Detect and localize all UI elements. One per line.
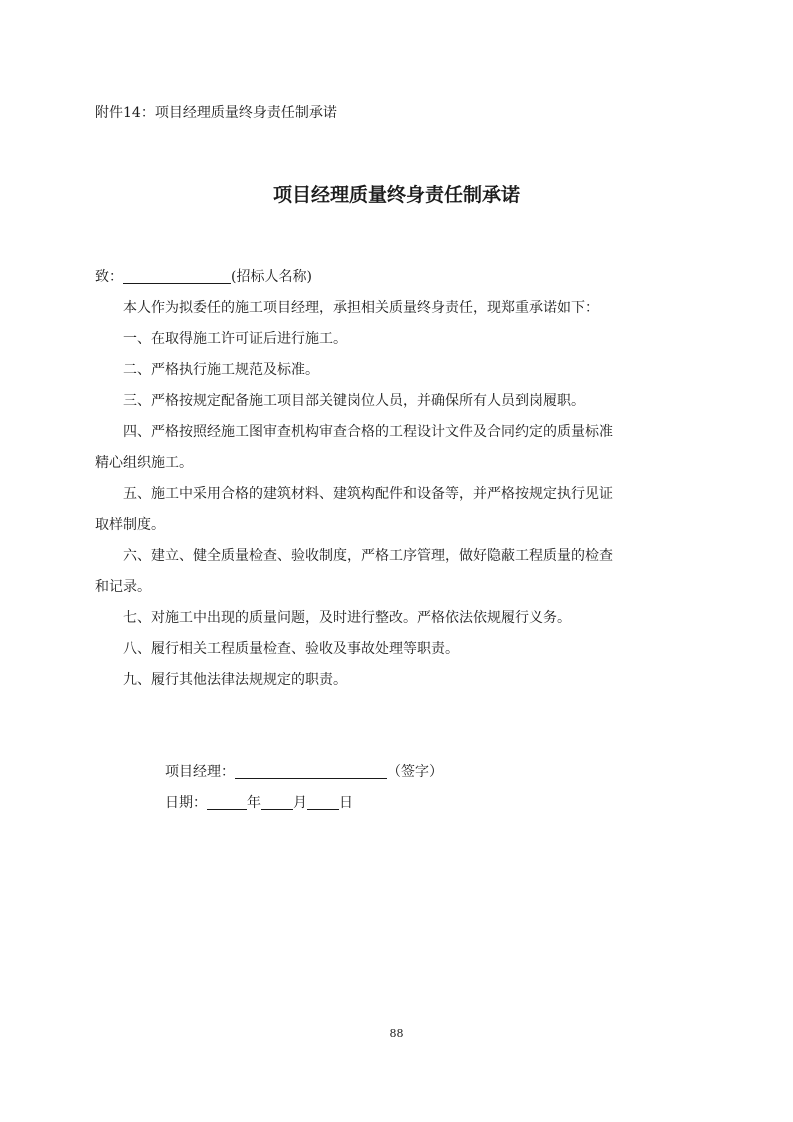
page-number: 88 bbox=[389, 1027, 404, 1040]
addressee-line bbox=[95, 262, 700, 293]
commitment-body bbox=[95, 262, 700, 696]
year-blank bbox=[207, 792, 247, 810]
day-blank bbox=[307, 792, 339, 810]
commitment-item-5-line-1: 五、施工中采用合格的建筑材料、建筑构配件和设备等，并严格按规定执行见证 bbox=[123, 486, 613, 502]
manager-signature-line bbox=[165, 757, 443, 788]
commitment-item-7: 七、对施工中出现的质量问题，及时进行整改。严格依法依规履行义务。 bbox=[123, 610, 571, 626]
commitment-item-8: 八、履行相关工程质量检查、验收及事故处理等职责。 bbox=[123, 641, 459, 657]
addressee-prefix: 致： bbox=[95, 269, 123, 285]
commitment-item-9: 九、履行其他法律法规规定的职责。 bbox=[123, 672, 347, 688]
month-label: 月 bbox=[293, 795, 307, 811]
month-blank bbox=[261, 792, 293, 810]
commitment-item-6-line-1: 六、建立、健全质量检查、验收制度，严格工序管理，做好隐蔽工程质量的检查 bbox=[123, 548, 613, 564]
commitment-item-5-line-2: 取样制度。 bbox=[95, 517, 165, 533]
manager-label: 项目经理： bbox=[165, 764, 235, 780]
commitment-item-2: 二、严格执行施工规范及标准。 bbox=[123, 362, 319, 378]
commitment-item-3: 三、严格按规定配备施工项目部关键岗位人员，并确保所有人员到岗履职。 bbox=[123, 393, 585, 409]
document-title: 项目经理质量终身责任制承诺 bbox=[272, 184, 520, 206]
attachment-label: 附件14：项目经理质量终身责任制承诺 bbox=[95, 105, 337, 121]
day-label: 日 bbox=[339, 795, 353, 811]
intro-paragraph: 本人作为拟委任的施工项目经理，承担相关质量终身责任，现郑重承诺如下： bbox=[123, 300, 599, 316]
date-label: 日期： bbox=[165, 795, 207, 811]
year-label: 年 bbox=[247, 795, 261, 811]
commitment-item-4-line-1: 四、严格按照经施工图审查机构审查合格的工程设计文件及合同约定的质量标准 bbox=[123, 424, 613, 440]
manager-signature-blank bbox=[235, 761, 387, 779]
commitment-item-4-line-2: 精心组织施工。 bbox=[95, 455, 193, 471]
signature-block bbox=[165, 757, 443, 819]
sign-note: （签字） bbox=[387, 764, 443, 780]
commitment-item-6-line-2: 和记录。 bbox=[95, 579, 151, 595]
tenderer-name-blank bbox=[123, 266, 231, 284]
addressee-suffix: (招标人名称) bbox=[231, 269, 312, 285]
commitment-item-1: 一、在取得施工许可证后进行施工。 bbox=[123, 331, 347, 347]
date-line bbox=[165, 788, 443, 819]
